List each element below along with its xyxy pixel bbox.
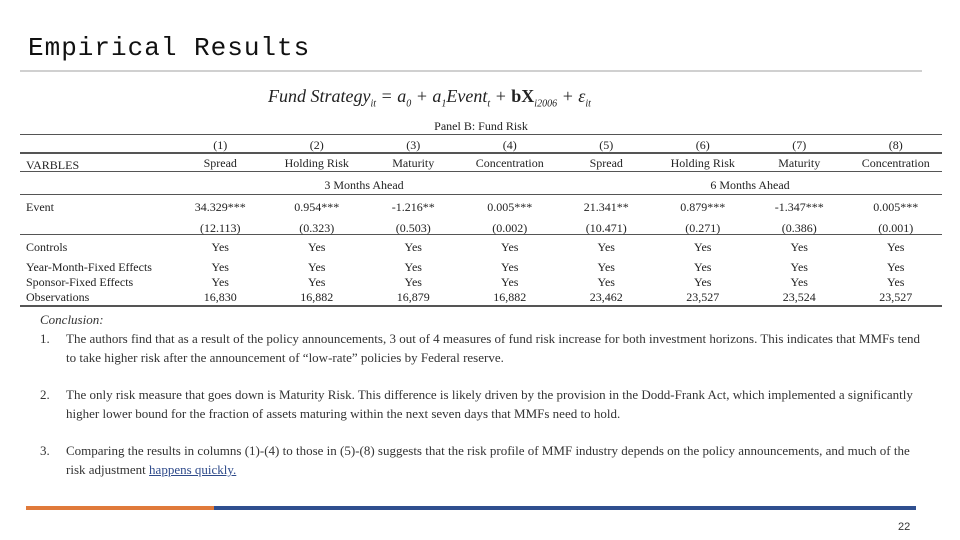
table-cell: Yes	[404, 240, 422, 254]
column-header: Concentration	[861, 156, 930, 170]
row-label: Event	[26, 200, 54, 214]
table-cell: Yes	[501, 275, 519, 289]
table-cell: Yes	[211, 275, 229, 289]
table-cell: Yes	[404, 275, 422, 289]
row-label: Year-Month-Fixed Effects	[26, 260, 152, 274]
table-cell: 0.879***	[680, 200, 726, 214]
table-cell: Yes	[597, 275, 615, 289]
slide-title: Empirical Results	[28, 33, 311, 63]
column-header: Holding Risk	[284, 156, 349, 170]
page-number: 22	[898, 521, 911, 533]
panel-title: Panel B: Fund Risk	[434, 119, 528, 133]
table-cell: 23,527	[879, 290, 913, 304]
item-number: 2.	[40, 387, 50, 402]
table-cell: Yes	[790, 275, 808, 289]
column-number: (3)	[406, 138, 421, 152]
table-cell: Yes	[790, 260, 808, 274]
item-text: The only risk measure that goes down is Maturity Risk. This difference is likely driven by the provision in the Dodd-Frank Act, which implemented a significantly higher lower bound for the fraction of assets maturing within the next seven days that MMFs need to hold.	[66, 387, 913, 421]
column-number: (5)	[599, 138, 614, 152]
table-cell: 0.005***	[487, 200, 533, 214]
row-label: Controls	[26, 240, 68, 254]
column-number: (4)	[502, 138, 517, 152]
item-text: The authors find that as a result of the policy announcements, 3 out of 4 measures of fund risk increase for both investment horizons. This indicates that MMFs tend to take higher risk after the announcement of “low-rate” policies by Federal reserve.	[66, 331, 920, 365]
item-number: 3.	[40, 443, 50, 458]
table-cell: Yes	[694, 260, 712, 274]
table-cell: (10.471)	[585, 221, 627, 235]
conclusion-item	[40, 385, 920, 423]
results-table	[20, 117, 942, 307]
column-header: Concentration	[475, 156, 544, 170]
table-cell: 16,879	[396, 290, 430, 304]
horizon-header: 3 Months Ahead	[324, 178, 404, 192]
column-number: (8)	[888, 138, 903, 152]
table-cell: 0.005***	[873, 200, 919, 214]
column-header: Maturity	[778, 156, 821, 170]
item-number: 1.	[40, 331, 50, 346]
eq-bx: bX	[511, 86, 535, 106]
table-cell: 21.341**	[583, 200, 629, 214]
footer-accent	[26, 506, 214, 510]
eq-sub: it	[585, 98, 591, 110]
column-number: (2)	[309, 138, 324, 152]
table-cell: 16,830	[203, 290, 237, 304]
table-cell: Yes	[694, 275, 712, 289]
column-header: Maturity	[392, 156, 435, 170]
column-header: Spread	[203, 156, 237, 170]
table-rule	[20, 152, 942, 154]
table-cell: Yes	[887, 260, 905, 274]
title-divider	[20, 70, 922, 72]
horizon-header: 6 Months Ahead	[710, 178, 790, 192]
column-number: (6)	[695, 138, 710, 152]
eq-sub: 0	[406, 98, 412, 110]
conclusion-item	[40, 329, 920, 367]
table-cell: Yes	[694, 240, 712, 254]
table-cell: 0.954***	[294, 200, 340, 214]
table-cell: Yes	[308, 240, 326, 254]
eq-sub: 1	[441, 98, 447, 110]
table-cell: Yes	[887, 240, 905, 254]
eq-sub: i2006	[534, 98, 558, 110]
item-text: Comparing the results in columns (1)-(4) to those in (5)-(8) suggests that the risk profile of MMF industry depends on the policy announcements, and much of the risk adjustment	[66, 443, 910, 477]
conclusion-section	[40, 310, 920, 479]
column-header: Spread	[589, 156, 623, 170]
table-cell: 16,882	[300, 290, 334, 304]
table-cell: 23,462	[589, 290, 623, 304]
table-cell: 23,524	[782, 290, 816, 304]
row-label: Observations	[26, 290, 90, 304]
table-cell: Yes	[597, 240, 615, 254]
underlined-text: happens quickly.	[149, 462, 237, 477]
column-number: (7)	[792, 138, 807, 152]
table-cell: Yes	[308, 260, 326, 274]
conclusion-item	[40, 441, 920, 479]
regression-equation	[268, 86, 591, 110]
table-cell: -1.216**	[391, 200, 435, 214]
table-cell: Yes	[887, 275, 905, 289]
table-cell: (12.113)	[199, 221, 241, 235]
table-cell: Yes	[597, 260, 615, 274]
table-cell: Yes	[404, 260, 422, 274]
table-cell: Yes	[308, 275, 326, 289]
table-cell: -1.347***	[774, 200, 824, 214]
table-cell: Yes	[501, 240, 519, 254]
column-number: (1)	[213, 138, 228, 152]
eq-event: Event	[446, 86, 488, 106]
eq-lhs: Fund Strategy	[268, 86, 371, 106]
table-cell: 23,527	[686, 290, 720, 304]
varbles-label: VARBLES	[26, 158, 80, 172]
table-rule	[20, 305, 942, 307]
table-cell: (0.386)	[781, 221, 817, 235]
table-cell: Yes	[211, 240, 229, 254]
table-cell: Yes	[501, 260, 519, 274]
table-cell: 16,882	[493, 290, 527, 304]
conclusion-heading: Conclusion:	[40, 312, 104, 327]
table-cell: Yes	[790, 240, 808, 254]
table-cell: (0.503)	[395, 221, 431, 235]
table-rule	[20, 194, 942, 195]
table-cell: (0.271)	[685, 221, 721, 235]
column-header: Holding Risk	[670, 156, 735, 170]
eq-part: + ε	[557, 86, 586, 106]
eq-part: = a	[376, 86, 407, 106]
table-cell: (0.002)	[492, 221, 528, 235]
eq-lhs-sub: it	[370, 98, 377, 110]
eq-part: +	[490, 86, 512, 106]
table-cell: (0.001)	[878, 221, 914, 235]
table-cell: 34.329***	[194, 200, 246, 214]
table-rule	[20, 171, 942, 172]
table-rule	[20, 134, 942, 135]
eq-sub: t	[487, 98, 491, 110]
row-label: Sponsor-Fixed Effects	[26, 275, 134, 289]
eq-part: + a	[411, 86, 442, 106]
table-cell: Yes	[211, 260, 229, 274]
table-cell: (0.323)	[299, 221, 335, 235]
